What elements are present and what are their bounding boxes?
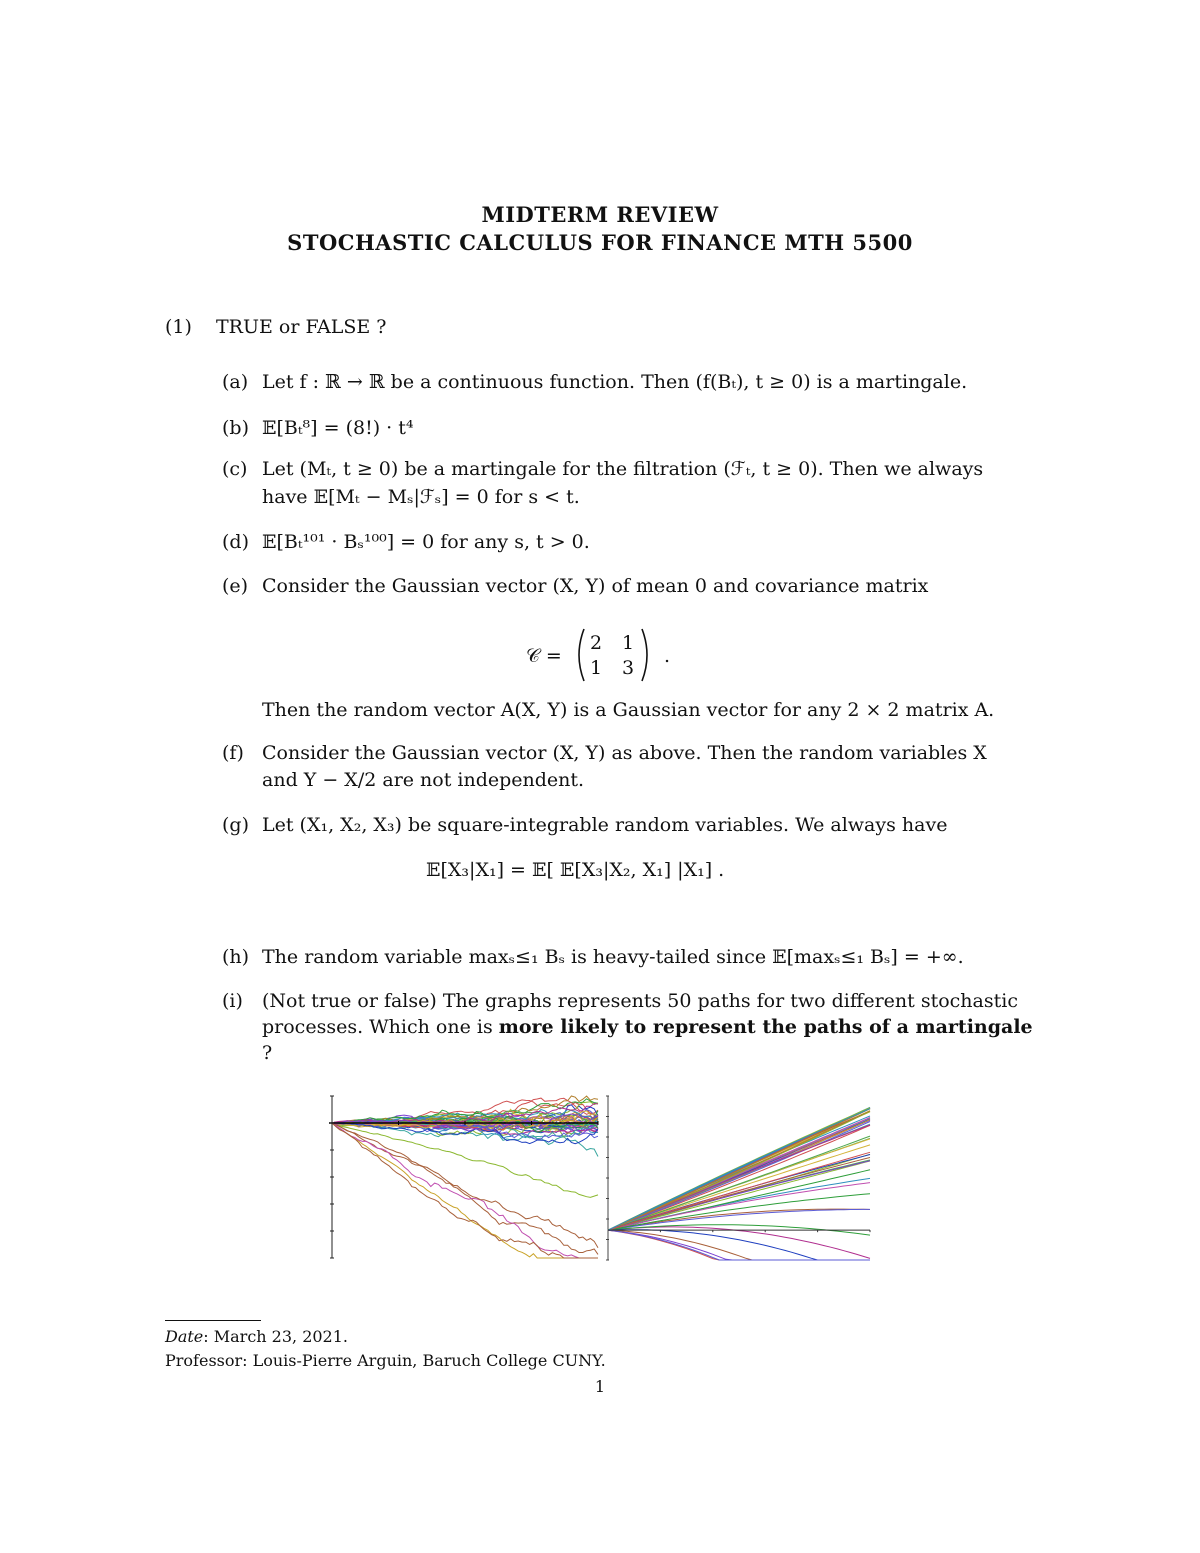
matrix-cell-22: 3 xyxy=(622,657,635,679)
item-d-text: 𝔼[Bₜ¹⁰¹ · Bₛ¹⁰⁰] = 0 for any s, t > 0. xyxy=(262,531,590,553)
title-line-2: STOCHASTIC CALCULUS FOR FINANCE MTH 5500 xyxy=(287,230,913,255)
footnote-date-label: Date xyxy=(165,1327,204,1346)
page-number: 1 xyxy=(594,1377,606,1396)
chart-right-path xyxy=(608,1227,870,1259)
item-i-label: (i) xyxy=(222,990,243,1012)
item-b-label: (b) xyxy=(222,417,249,439)
footnote-rule xyxy=(165,1320,261,1321)
chart-right-path xyxy=(608,1178,870,1230)
chart-left-path xyxy=(332,1123,598,1258)
footnote-date xyxy=(165,1326,348,1348)
item-i-line-2-bold: more likely to represent the paths of a martingale xyxy=(498,1016,1033,1038)
matrix-cell-12: 1 xyxy=(622,632,635,654)
item-g-label: (g) xyxy=(222,814,249,836)
matrix-lhs: 𝒞 = xyxy=(526,645,562,667)
item-h-label: (h) xyxy=(222,946,250,968)
section-text: TRUE or FALSE ? xyxy=(216,316,387,338)
chart-right-path xyxy=(608,1230,870,1260)
item-f-line-1: Consider the Gaussian vector (X, Y) as above. Then the random variables X xyxy=(262,742,987,764)
chart-right-path xyxy=(608,1136,870,1230)
chart-right-paths xyxy=(602,1088,878,1266)
item-f-label: (f) xyxy=(222,742,244,764)
matrix-cell-21: 1 xyxy=(590,657,603,679)
matrix-period: . xyxy=(664,645,671,667)
item-c-label: (c) xyxy=(222,458,248,480)
item-b-text: 𝔼[Bₜ⁸] = (8!) · t⁴ xyxy=(262,417,414,439)
chart-left-path xyxy=(332,1123,598,1248)
footnote-date-value: : March 23, 2021. xyxy=(203,1327,348,1346)
item-e-after: Then the random vector A(X, Y) is a Gaussian vector for any 2 × 2 matrix A. xyxy=(262,699,995,721)
item-i-line-2 xyxy=(262,1014,1033,1040)
section-label: (1) xyxy=(165,316,192,338)
title-line-1: MIDTERM REVIEW xyxy=(481,202,719,227)
item-d-label: (d) xyxy=(222,531,249,553)
item-g-equation: 𝔼[X₃|X₁] = 𝔼[ 𝔼[X₃|X₂, X₁] |X₁] . xyxy=(426,859,725,881)
item-i-line-2-plain: processes. Which one is xyxy=(262,1016,499,1038)
item-c-line-2: have 𝔼[Mₜ − Mₛ|ℱₛ] = 0 for s < t. xyxy=(262,486,580,508)
matrix-cell-11: 2 xyxy=(590,632,603,654)
chart-right-path xyxy=(608,1152,870,1230)
item-i-line-1: (Not true or false) The graphs represents 50 paths for two different stochastic xyxy=(262,990,1018,1012)
item-i-line-3: ? xyxy=(262,1042,273,1064)
chart-left-path xyxy=(332,1123,598,1258)
item-f-line-2: and Y − X/2 are not independent. xyxy=(262,769,585,791)
item-e-text: Consider the Gaussian vector (X, Y) of mean 0 and covariance matrix xyxy=(262,575,929,597)
item-a-text: Let f : ℝ → ℝ be a continuous function. Then (f(Bₜ), t ≥ 0) is a martingale. xyxy=(262,371,968,393)
item-g-text: Let (X₁, X₂, X₃) be square-integrable random variables. We always have xyxy=(262,814,948,836)
item-h-text: The random variable maxₛ≤₁ Bₛ is heavy-tailed since 𝔼[maxₛ≤₁ Bₛ] = +∞. xyxy=(262,946,964,968)
chart-left-path xyxy=(332,1123,598,1258)
chart-left-paths xyxy=(320,1088,602,1266)
item-c-line-1: Let (Mₜ, t ≥ 0) be a martingale for the filtration (ℱₜ, t ≥ 0). Then we always xyxy=(262,458,984,480)
item-a-label: (a) xyxy=(222,371,249,393)
item-e-label: (e) xyxy=(222,575,249,597)
footnote-professor: Professor: Louis-Pierre Arguin, Baruch College CUNY. xyxy=(165,1351,606,1370)
